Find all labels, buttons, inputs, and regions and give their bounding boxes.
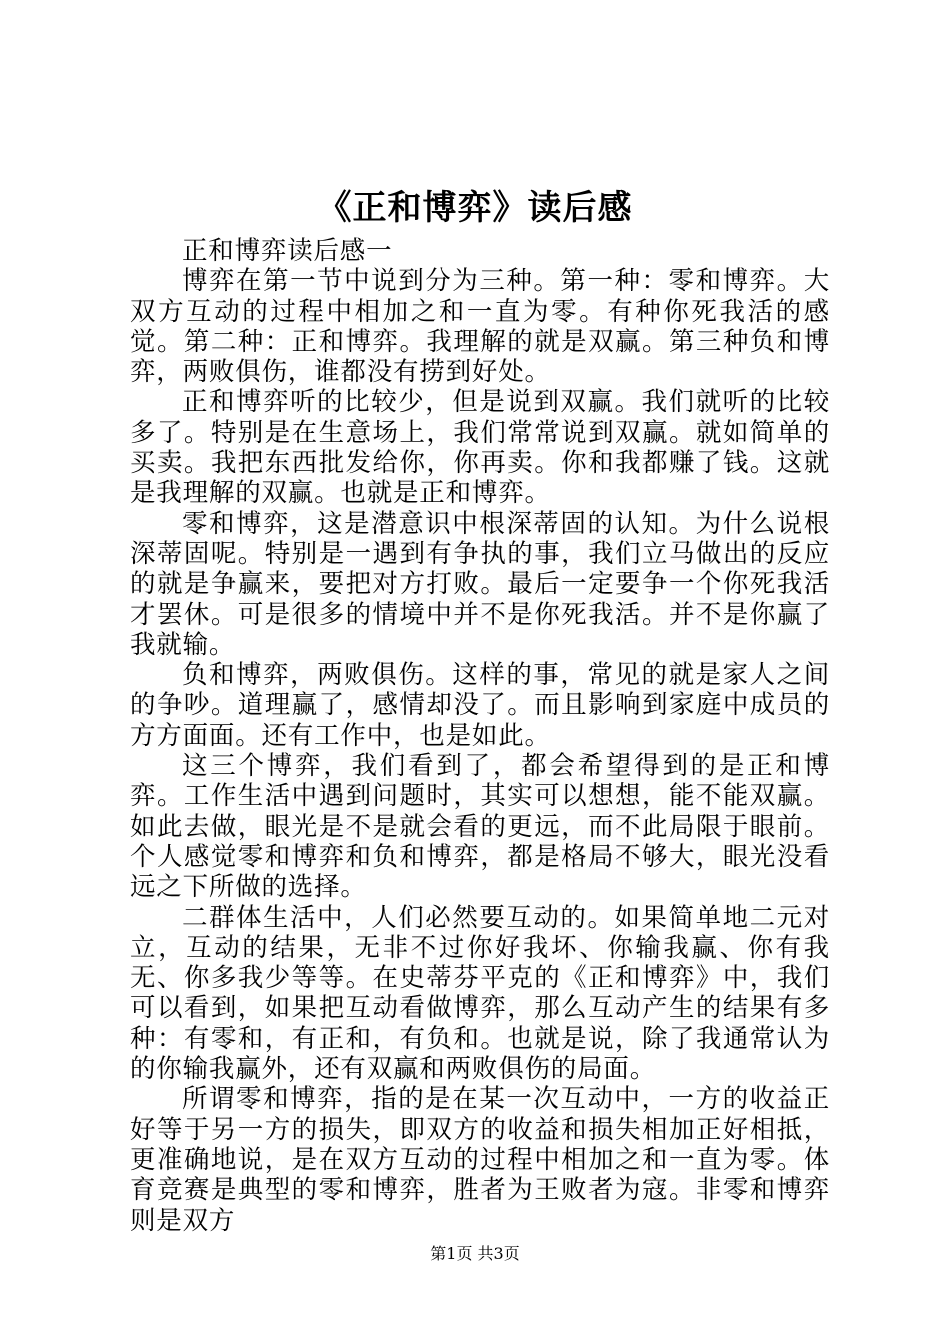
paragraph: 所谓零和博弈，指的是在某一次互动中，一方的收益正好等于另一方的损失，即双方的收益和损失相加正好相抵，更准确地说，是在双方互动的过程中相加之和一直为零。体育竞赛是典型的零和博弈，胜者为王败者为寇。非零和博弈则是双方: [130, 1084, 830, 1236]
paragraph: 这三个博弈，我们看到了，都会希望得到的是正和博弈。工作生活中遇到问题时，其实可以想想，能不能双赢。如此去做，眼光是不是就会看的更远，而不此局限于眼前。个人感觉零和博弈和负和博弈，都是格局不够大，眼光没看远之下所做的选择。: [130, 751, 830, 903]
paragraph-subtitle: 正和博弈读后感一: [182, 236, 393, 266]
page-footer: 第1页 共3页: [430, 1244, 520, 1263]
document-body: [130, 236, 830, 1236]
paragraph: 负和博弈，两败俱伤。这样的事，常见的就是家人之间的争吵。道理赢了，感情却没了。而且影响到家庭中成员的方方面面。还有工作中，也是如此。: [130, 660, 830, 751]
paragraph: 正和博弈听的比较少，但是说到双赢。我们就听的比较多了。特别是在生意场上，我们常常说到双赢。就如简单的买卖。我把东西批发给你，你再卖。你和我都赚了钱。这就是我理解的双赢。也就是正和博弈。: [130, 387, 830, 509]
paragraph: 二群体生活中，人们必然要互动的。如果简单地二元对立，互动的结果，无非不过你好我坏、你输我赢、你有我无、你多我少等等。在史蒂芬平克的《正和博弈》中，我们可以看到，如果把互动看做博弈，那么互动产生的结果有多种：有零和，有正和，有负和。也就是说，除了我通常认为的你输我赢外，还有双赢和两败俱伤的局面。: [130, 902, 830, 1085]
document-title: 《正和博弈》读后感: [317, 188, 633, 228]
paragraph: 博弈在第一节中说到分为三种。第一种：零和博弈。大双方互动的过程中相加之和一直为零。有种你死我活的感觉。第二种：正和博弈。我理解的就是双赢。第三种负和博弈，两败俱伤，谁都没有捞到好处。: [130, 266, 830, 388]
paragraph: 零和博弈，这是潜意识中根深蒂固的认知。为什么说根深蒂固呢。特别是一遇到有争执的事，我们立马做出的反应的就是争赢来，要把对方打败。最后一定要争一个你死我活才罢休。可是很多的情境中并不是你死我活。并不是你赢了我就输。: [130, 508, 830, 660]
